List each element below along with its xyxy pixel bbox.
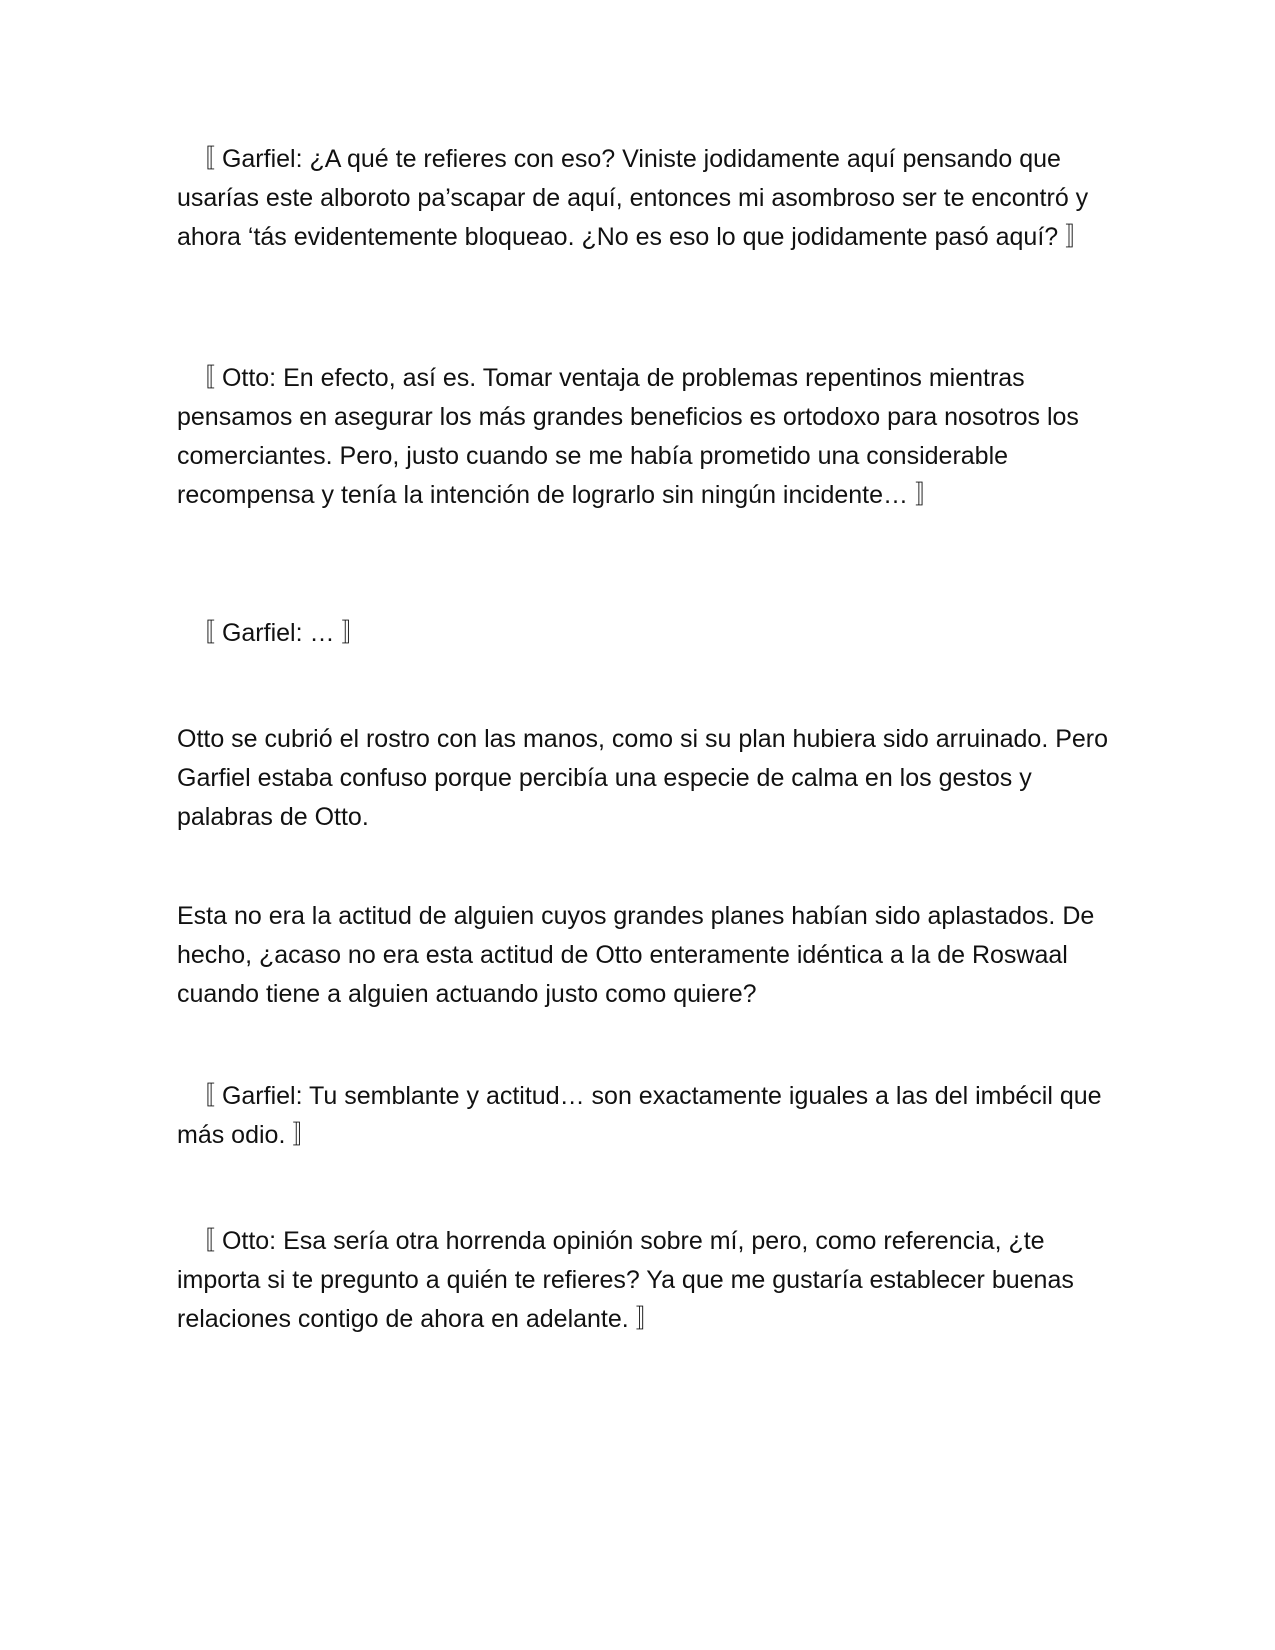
- dialogue-paragraph-otto-2: 〚 Otto: Esa sería otra horrenda opinión sobre mí, pero, como referencia, ¿te importa si te pregunto a quién te refieres? Ya que me gustaría establecer buenas relaciones contigo de ahora en adelante. 〛: [177, 1227, 1074, 1333]
- dialogue-paragraph-garfiel-3: 〚 Garfiel: Tu semblante y actitud… son exactamente iguales a las del imbécil que más odio. 〛: [177, 1082, 1102, 1149]
- dialogue-paragraph-garfiel-1: 〚 Garfiel: ¿A qué te refieres con eso? Viniste jodidamente aquí pensando que usarías este alboroto pa’scapar de aquí, entonces mi asombroso ser te encontró y ahora ‘tás evidentemente bloqueao. ¿No es eso lo que jodidamente pasó aquí? 〛: [177, 145, 1091, 251]
- narration-paragraph-1: Otto se cubrió el rostro con las manos, como si su plan hubiera sido arruinado. Pero Garfiel estaba confuso porque percibía una especie de calma en los gestos y palabras de Otto.: [177, 725, 1109, 831]
- dialogue-paragraph-garfiel-2: 〚 Garfiel: … 〛: [190, 619, 367, 647]
- narration-paragraph-2: Esta no era la actitud de alguien cuyos grandes planes habían sido aplastados. De hecho, ¿acaso no era esta actitud de Otto enteramente idéntica a la de Roswaal cuando tiene a alguien actuando justo como quiere?: [177, 902, 1095, 1008]
- dialogue-paragraph-otto-1: 〚 Otto: En efecto, así es. Tomar ventaja de problemas repentinos mientras pensamos en asegurar los más grandes beneficios es ortodoxo para nosotros los comerciantes. Pero, justo cuando se me había prometido una considerable recompensa y tenía la intención de lograrlo sin ningún incidente… 〛: [177, 364, 1079, 509]
